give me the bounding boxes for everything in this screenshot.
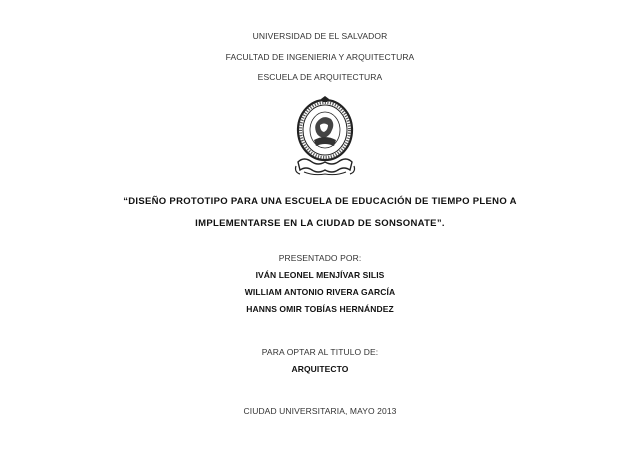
presented-by-label: PRESENTADO POR: (278, 253, 362, 263)
place-and-date: CIUDAD UNIVERSITARIA, MAYO 2013 (243, 406, 397, 416)
thesis-title-line-1: “DISEÑO PROTOTIPO PARA UNA ESCUELA DE EDUCACIÓN DE TIEMPO PLENO A (123, 196, 517, 207)
author-name: HANNS OMIR TOBÍAS HERNÁNDEZ (246, 304, 394, 314)
faculty-name: FACULTAD DE INGENIERIA Y ARQUITECTURA (225, 52, 415, 62)
university-seal-icon (290, 96, 360, 178)
university-name: UNIVERSIDAD DE EL SALVADOR (252, 31, 388, 41)
thesis-title-line-2: IMPLEMENTARSE EN LA CIUDAD DE SONSONATE”. (195, 218, 445, 229)
school-name: ESCUELA DE ARQUITECTURA (257, 72, 383, 82)
degree-label: PARA OPTAR AL TITULO DE: (261, 347, 379, 357)
author-name: IVÁN LEONEL MENJÍVAR SILIS (255, 270, 385, 280)
degree-value: ARQUITECTO (291, 364, 349, 374)
author-name: WILLIAM ANTONIO RIVERA GARCÍA (244, 287, 396, 297)
